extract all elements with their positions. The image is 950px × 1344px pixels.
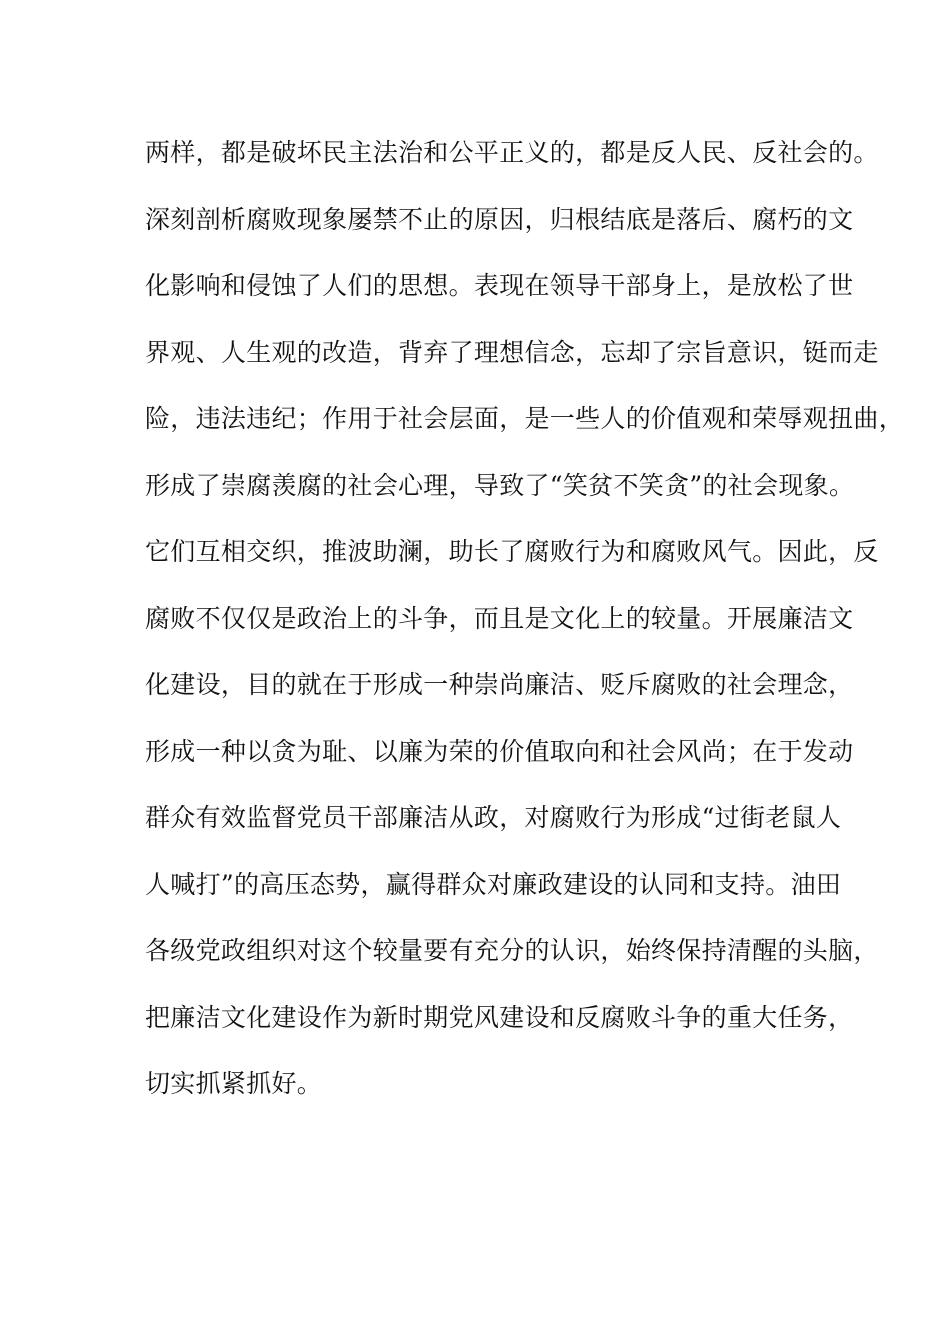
text-line: 切实抓紧抓好。: [145, 1069, 323, 1098]
text-line: 腐败不仅仅是政治上的斗争，而且是文化上的较量。开展廉洁文: [145, 603, 854, 633]
text-line: 险，违法违纪；作用于社会层面，是一些人的价值观和荣辱观扭曲，: [145, 404, 905, 433]
text-line: 化影响和侵蚀了人们的思想。表现在领导干部身上，是放松了世: [145, 271, 854, 300]
text-line: 群众有效监督党员干部廉洁从政，对腐败行为形成“过街老鼠人: [145, 803, 842, 832]
text-line: 形成一种以贪为耻、以廉为荣的价值取向和社会风尚；在于发动: [145, 736, 854, 766]
text-line: 化建设，目的就在于形成一种崇尚廉洁、贬斥腐败的社会理念，: [145, 670, 854, 699]
text-line: 界观、人生观的改造，背弃了理想信念，忘却了宗旨意识，铤而走: [145, 337, 879, 367]
text-line: 它们互相交织，推波助澜，助长了腐败行为和腐败风气。因此，反: [145, 537, 879, 566]
text-line: 两样，都是破坏民主法治和公平正义的，都是反人民、反社会的。: [145, 138, 879, 167]
text-line: 把廉洁文化建设作为新时期党风建设和反腐败斗争的重大任务，: [145, 1002, 854, 1032]
text-line: 各级党政组织对这个较量要有充分的认识，始终保持清醒的头脑，: [145, 936, 879, 965]
body-paragraph: [145, 128, 905, 1126]
text-line: 形成了崇腐羡腐的社会心理，导致了“笑贫不笑贪”的社会现象。: [145, 470, 855, 500]
text-line: 人喊打”的高压态势，赢得群众对廉政建设的认同和支持。油田: [145, 869, 842, 899]
text-line: 深刻剖析腐败现象屡禁不止的原因，归根结底是落后、腐朽的文: [145, 204, 854, 234]
